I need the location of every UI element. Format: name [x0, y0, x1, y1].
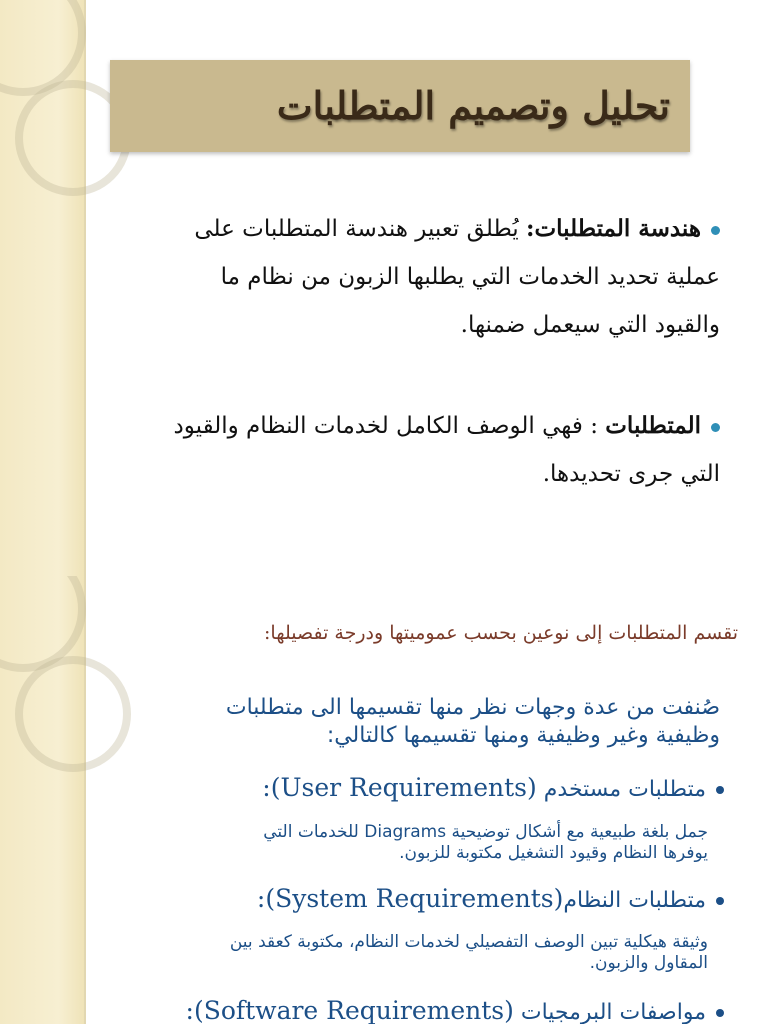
- intro-line: صُنفت من عدة وجهات نظر منها تقسيمها الى متطلبات: [225, 695, 720, 720]
- requirement-system: [257, 884, 724, 913]
- desc-line: يوفرها النظام وقيود التشغيل مكتوبة للزبون.: [399, 843, 708, 863]
- bullet-line: والقيود التي سيعمل ضمنها.: [460, 312, 720, 338]
- requirement-user: [262, 773, 724, 802]
- requirement-ar: متطلبات النظام: [563, 888, 706, 913]
- bullet-dot: [716, 786, 724, 794]
- requirement-system-desc: [0, 932, 708, 974]
- intro-line: وظيفية وغير وظيفية ومنها تقسيمها كالتالي:: [326, 723, 720, 748]
- desc-line: المقاول والزبون.: [589, 953, 708, 973]
- bullet-term: المتطلبات: [605, 412, 701, 439]
- bullet-dot: [716, 1009, 724, 1017]
- requirement-ar: مواصفات البرمجيات: [513, 1000, 706, 1024]
- slide-subtitle: تقسم المتطلبات إلى نوعين بحسب عموميتها ودرجة تفصيلها:: [264, 622, 738, 644]
- bullet-text: : فهي الوصف الكامل لخدمات النظام والقيود: [173, 413, 606, 439]
- intro-text: [70, 694, 720, 750]
- bullet-line: التي جرى تحديدها.: [542, 461, 720, 487]
- desc-line: وثيقة هيكلية تبين الوصف التفصيلي لخدمات النظام، مكتوبة كعقد بين: [229, 932, 708, 952]
- bullet-line: [80, 402, 720, 450]
- bullet-dot: [711, 226, 720, 235]
- requirement-software: [186, 996, 724, 1024]
- bullet-term: هندسة المتطلبات:: [526, 215, 701, 242]
- bullet-requirements: [80, 402, 720, 498]
- bullet-dot: [716, 897, 724, 905]
- requirement-en: (Software Requirements):: [185, 996, 514, 1024]
- bullet-dot: [711, 423, 720, 432]
- requirement-en: (User Requirements):: [262, 773, 537, 802]
- requirement-user-desc: [0, 822, 708, 864]
- bullet-text: يُطلق تعبير هندسة المتطلبات على: [194, 216, 527, 242]
- slide-2: [0, 576, 768, 1024]
- requirement-ar: متطلبات مستخدم: [536, 777, 706, 802]
- bullet-line: [120, 205, 720, 253]
- title-box: [110, 60, 690, 152]
- bullet-requirements-engineering: [120, 205, 720, 349]
- bullet-line: عملية تحديد الخدمات التي يطلبها الزبون من نظام ما: [220, 264, 720, 290]
- requirement-en: (System Requirements):: [256, 884, 564, 913]
- desc-line: جمل بلغة طبيعية مع أشكال توضيحية Diagrams للخدمات التي: [263, 822, 708, 842]
- page-title: تحليل وتصميم المتطلبات: [276, 83, 670, 128]
